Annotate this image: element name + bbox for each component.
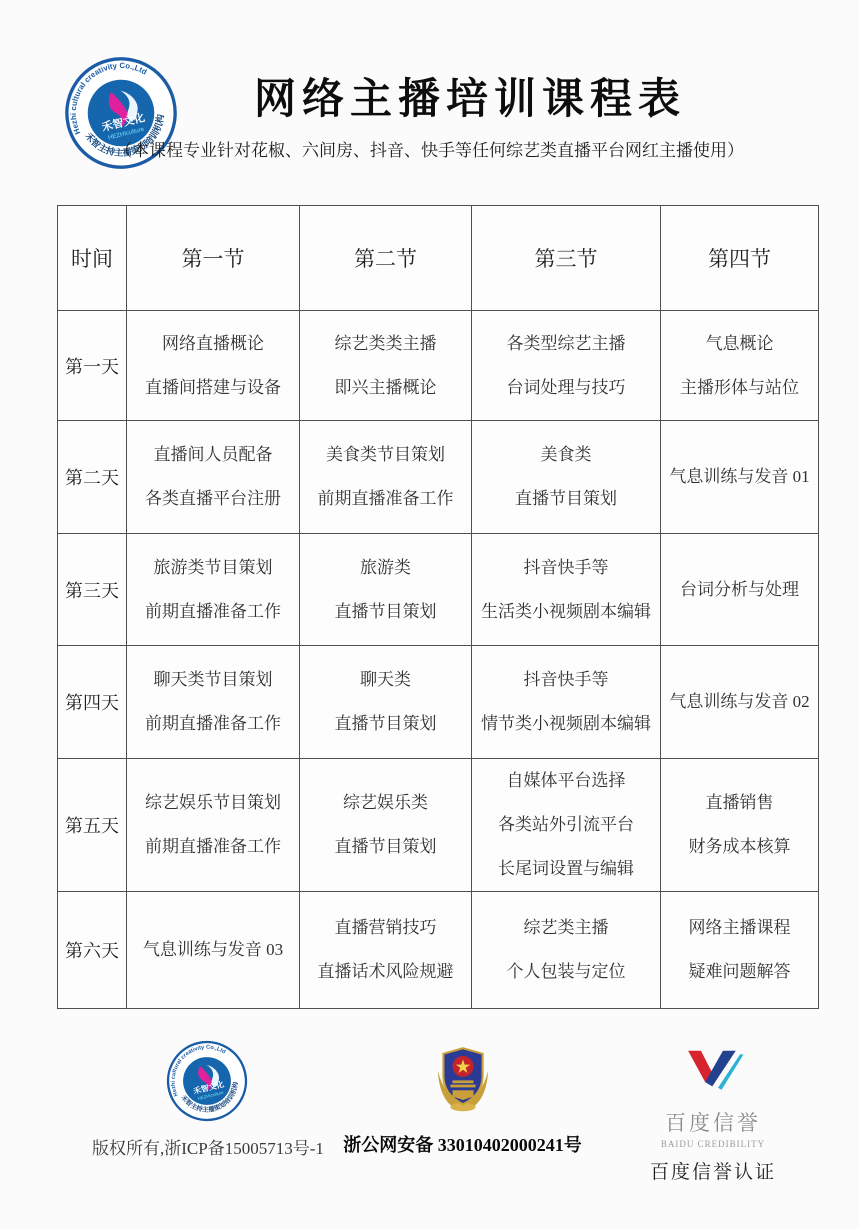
schedule-cell <box>661 759 819 892</box>
column-header: 时间 <box>58 206 127 311</box>
schedule-cell-line: 情节类小视频剧本编辑 <box>481 714 651 733</box>
schedule-cell-line: 前期直播准备工作 <box>145 714 281 733</box>
police-badge-icon <box>426 1044 500 1114</box>
page-title: 网络主播培训课程表 <box>253 77 686 123</box>
schedule-cell-line: 自媒体平台选择 <box>506 771 626 790</box>
schedule-cell-line: 综艺娱乐节目策划 <box>145 793 281 812</box>
schedule-cell <box>300 759 472 892</box>
schedule-cell-line: 各类直播平台注册 <box>145 489 281 508</box>
schedule-cell-line: 疑难问题解答 <box>688 962 791 981</box>
schedule-cell-line: 生活类小视频剧本编辑 <box>481 601 651 621</box>
day-label: 第六天 <box>58 892 127 1009</box>
table-row <box>58 534 819 646</box>
schedule-cell-line: 台词处理与技巧 <box>506 377 626 397</box>
schedule-table-container <box>57 205 819 1009</box>
schedule-cell-line: 主播形体与站位 <box>680 377 799 397</box>
table-header-row <box>58 206 819 311</box>
schedule-cell-line: 前期直播准备工作 <box>317 489 454 508</box>
schedule-cell <box>300 421 472 534</box>
schedule-cell-line: 综艺类类主播 <box>334 333 437 353</box>
schedule-cell <box>300 534 472 646</box>
schedule-cell-line: 美食类节目策划 <box>326 445 445 464</box>
column-header: 第二节 <box>300 206 472 311</box>
schedule-cell-line: 个人包装与定位 <box>506 962 626 981</box>
day-label: 第二天 <box>58 421 127 534</box>
schedule-cell-line: 网络主播课程 <box>688 918 791 937</box>
schedule-cell-line: 抖音快手等 <box>523 670 609 689</box>
schedule-cell-line: 直播节目策划 <box>334 601 437 621</box>
page-subtitle: （本课程专业针对花椒、六间房、抖音、快手等任何综艺类直播平台网红主播使用） <box>115 141 744 160</box>
schedule-cell <box>127 646 300 759</box>
schedule-cell <box>661 646 819 759</box>
schedule-cell <box>472 759 661 892</box>
schedule-cell-line: 直播话术风险规避 <box>317 962 454 981</box>
schedule-cell-line: 聊天类 <box>360 670 411 689</box>
schedule-cell-line: 气息概论 <box>705 333 774 353</box>
schedule-cell <box>127 892 300 1009</box>
schedule-cell-line: 气息训练与发音 01 <box>669 467 810 486</box>
day-label: 第三天 <box>58 534 127 646</box>
schedule-cell-line: 台词分析与处理 <box>680 579 799 599</box>
police-filing-link[interactable]: 浙公网安备 33010402000241号 <box>343 1135 582 1155</box>
schedule-cell-line: 气息训练与发音 03 <box>142 940 284 959</box>
footer-police-block <box>340 1044 585 1157</box>
baidu-certification-link[interactable]: 百度信誉认证 <box>649 1162 776 1183</box>
icp-license-link[interactable]: 版权所有,浙ICP备15005713号-1 <box>92 1139 324 1158</box>
schedule-cell-line: 直播营销技巧 <box>334 918 437 937</box>
schedule-cell-line: 旅游类节目策划 <box>153 557 273 577</box>
schedule-cell <box>127 759 300 892</box>
schedule-cell-line: 直播间人员配备 <box>153 445 273 464</box>
schedule-cell <box>472 646 661 759</box>
day-label: 第四天 <box>58 646 127 759</box>
schedule-cell-line: 直播节目策划 <box>334 714 437 733</box>
footer-copyright-block <box>92 1040 322 1159</box>
table-row <box>58 421 819 534</box>
baidu-credibility-label: 百度信誉 <box>665 1111 761 1135</box>
schedule-cell-line: 直播销售 <box>705 793 774 812</box>
schedule-cell-line: 综艺类主播 <box>523 918 609 937</box>
schedule-cell-line: 聊天类节目策划 <box>153 670 273 689</box>
footer-baidu-block[interactable] <box>628 1046 798 1184</box>
schedule-cell <box>300 311 472 421</box>
schedule-cell <box>127 311 300 421</box>
schedule-cell <box>661 892 819 1009</box>
schedule-cell-line: 财务成本核算 <box>688 837 791 856</box>
schedule-cell-line: 前期直播准备工作 <box>145 601 281 621</box>
schedule-cell <box>661 311 819 421</box>
table-row <box>58 311 819 421</box>
schedule-cell-line: 各类站外引流平台 <box>498 815 634 834</box>
day-label: 第一天 <box>58 311 127 421</box>
schedule-cell-line: 网络直播概论 <box>162 333 264 353</box>
table-row <box>58 759 819 892</box>
schedule-cell <box>472 421 661 534</box>
table-row <box>58 892 819 1009</box>
schedule-cell <box>300 646 472 759</box>
schedule-cell-line: 各类型综艺主播 <box>506 333 626 353</box>
schedule-cell-line: 旅游类 <box>360 557 411 577</box>
schedule-cell <box>127 534 300 646</box>
baidu-credibility-label-en: BAIDU CREDIBILITY <box>660 1139 766 1149</box>
column-header: 第三节 <box>472 206 661 311</box>
schedule-cell-line: 抖音快手等 <box>523 557 609 577</box>
column-header: 第一节 <box>127 206 300 311</box>
schedule-cell <box>472 892 661 1009</box>
schedule-cell-line: 即兴主播概论 <box>334 377 437 397</box>
schedule-cell <box>472 534 661 646</box>
schedule-cell-line: 美食类 <box>540 445 592 464</box>
day-label: 第五天 <box>58 759 127 892</box>
schedule-cell <box>661 421 819 534</box>
schedule-cell-line: 长尾词设置与编辑 <box>498 859 634 878</box>
schedule-cell-line: 气息训练与发音 02 <box>669 692 810 711</box>
schedule-table <box>57 205 819 1009</box>
table-row <box>58 646 819 759</box>
schedule-cell-line: 直播节目策划 <box>515 489 617 508</box>
hezhi-culture-logo-icon <box>166 1040 248 1122</box>
schedule-cell <box>300 892 472 1009</box>
schedule-cell-line: 直播间搭建与设备 <box>145 377 281 397</box>
schedule-cell <box>472 311 661 421</box>
column-header: 第四节 <box>661 206 819 311</box>
schedule-cell-line: 前期直播准备工作 <box>145 837 281 856</box>
schedule-cell-line: 综艺娱乐类 <box>343 793 428 812</box>
schedule-cell <box>127 421 300 534</box>
schedule-cell <box>661 534 819 646</box>
baidu-credibility-v-icon <box>681 1046 745 1094</box>
schedule-cell-line: 直播节目策划 <box>334 837 437 856</box>
